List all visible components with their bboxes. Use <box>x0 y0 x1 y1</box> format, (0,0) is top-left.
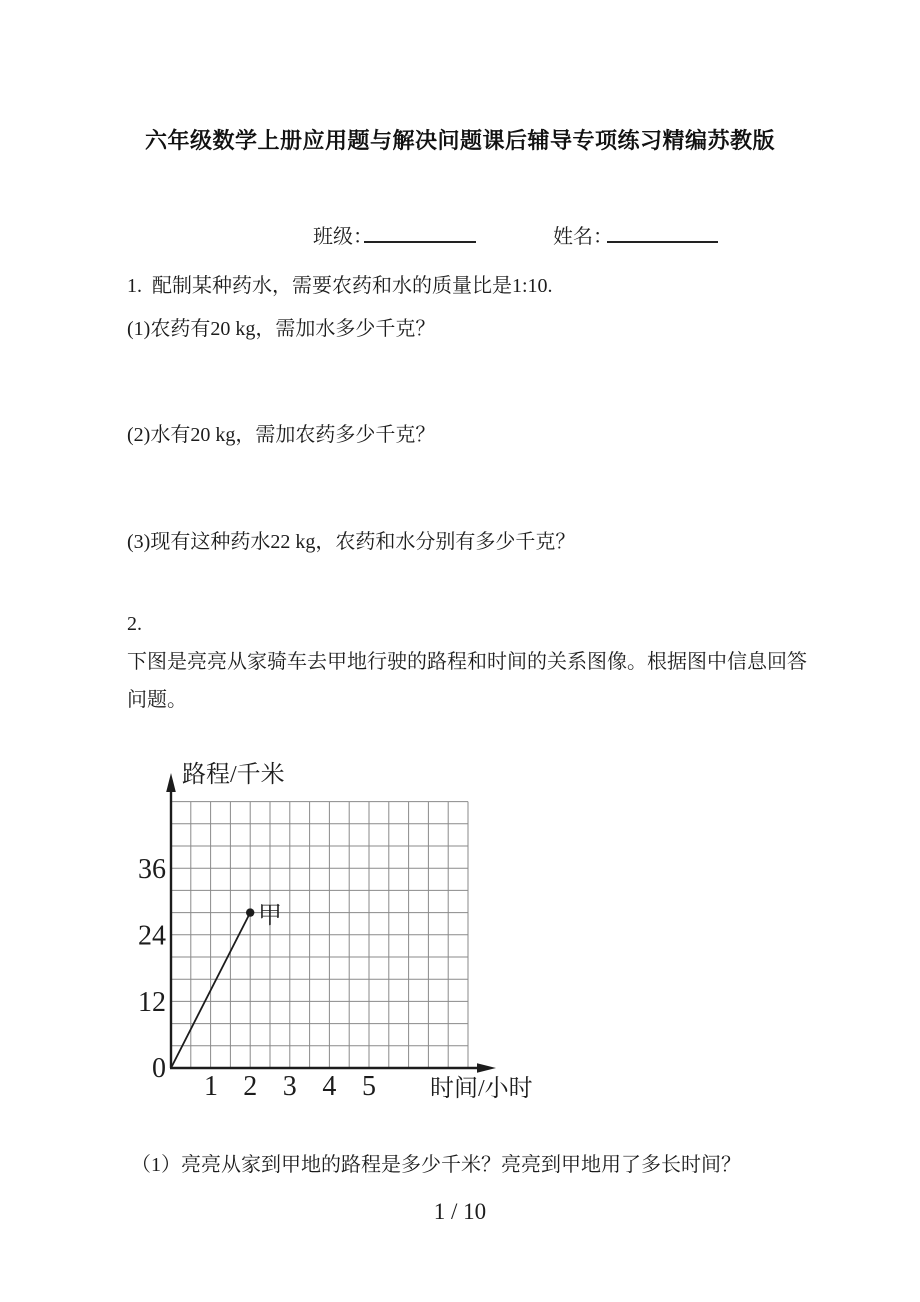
endpoint-label: 甲 <box>258 903 282 929</box>
x-tick-3: 3 <box>282 1071 297 1102</box>
y-axis-arrow-icon <box>166 773 176 792</box>
question2-intro-line1: 下图是亮亮从家骑车去甲地行驶的路程和时间的关系图像。根据图中信息回答 <box>127 651 807 673</box>
name-label: 姓名： <box>553 226 613 248</box>
x-tick-5: 5 <box>362 1071 376 1102</box>
chart-grid <box>171 802 468 1068</box>
question1-part2: (2)水有20 kg，需加农药多少千克？ <box>127 424 436 446</box>
class-label: 班级： <box>313 226 373 248</box>
distance-time-chart <box>100 740 560 1120</box>
y-tick-36: 36 <box>138 854 166 885</box>
x-tick-1: 1 <box>204 1071 218 1102</box>
x-tick-2: 2 <box>243 1071 258 1102</box>
y-tick-24: 24 <box>138 920 166 952</box>
page-title: 六年级数学上册应用题与解决问题课后辅导专项练习精编苏教版 <box>144 128 775 153</box>
question1-part1: (1)农药有20 kg，需加水多少千克？ <box>127 318 436 340</box>
name-blank-line <box>607 220 718 243</box>
question1-stem: 1. 配制某种药水，需要农药和水的质量比是1:10. <box>127 275 553 297</box>
class-blank-line <box>364 220 476 243</box>
distance-time-chart-svg <box>100 740 560 1120</box>
page-number: 1 / 10 <box>433 1199 487 1224</box>
y-tick-12: 12 <box>138 987 166 1018</box>
question1-part3: (3)现有这种药水22 kg，农药和水分别有多少千克？ <box>127 531 576 553</box>
x-tick-4: 4 <box>322 1071 337 1102</box>
y-tick-0: 0 <box>152 1053 166 1084</box>
x-axis-title: 时间/小时 <box>430 1076 533 1102</box>
endpoint-marker <box>246 908 254 916</box>
question2-part1: （1）亮亮从家到甲地的路程是多少千米？亮亮到甲地用了多长时间？ <box>131 1154 741 1176</box>
question2-intro-line2: 问题。 <box>127 689 187 711</box>
x-axis-arrow-icon <box>477 1063 496 1073</box>
y-axis-title: 路程/千米 <box>182 762 285 788</box>
question2-number: 2. <box>127 613 142 635</box>
